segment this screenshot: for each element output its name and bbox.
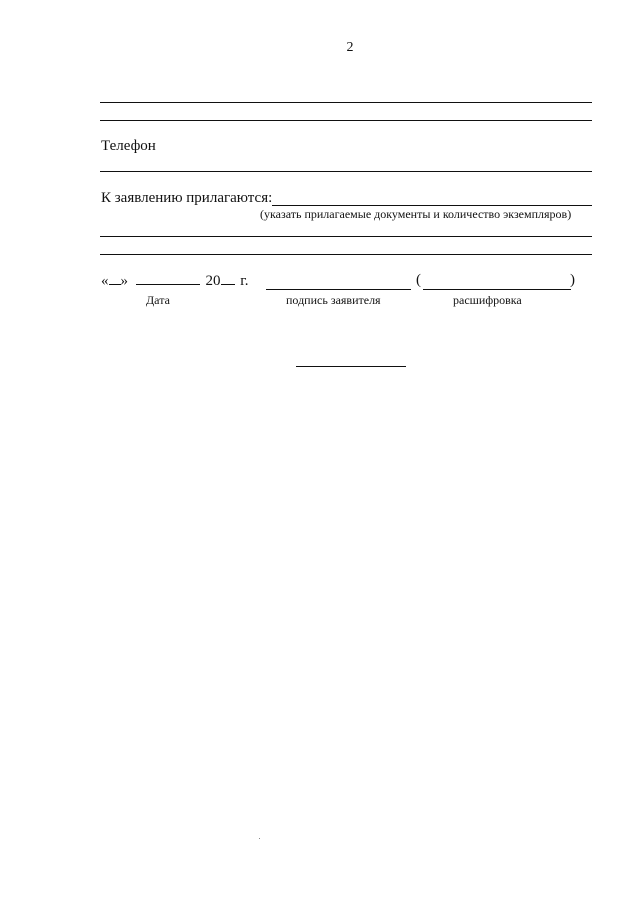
month-blank xyxy=(136,272,200,285)
phone-line xyxy=(100,171,592,172)
attachments-line-3 xyxy=(100,254,592,255)
signature-line xyxy=(266,289,411,290)
year-prefix: 20 xyxy=(205,273,221,289)
decoding-line xyxy=(423,289,571,290)
date-caption: Дата xyxy=(146,293,170,307)
phone-label: Телефон xyxy=(101,138,156,154)
attachments-label: К заявлению прилагаются: xyxy=(101,190,273,206)
date-quote-open: « xyxy=(101,273,109,289)
attachments-line-2 xyxy=(100,236,592,237)
date-field xyxy=(101,272,248,290)
closing-separator xyxy=(296,366,406,367)
year-suffix: г. xyxy=(240,273,249,289)
blank-line-1 xyxy=(100,102,592,103)
paren-close: ) xyxy=(570,272,575,288)
date-quote-close: » xyxy=(120,273,128,289)
attachments-hint: (указать прилагаемые документы и количество экземпляров) xyxy=(260,207,572,221)
page-number: 2 xyxy=(346,40,354,55)
scan-dot xyxy=(259,838,260,839)
blank-line-2 xyxy=(100,120,592,121)
paren-open: ( xyxy=(416,272,421,288)
decoding-caption: расшифровка xyxy=(453,293,522,307)
attachments-line xyxy=(272,205,592,206)
day-blank xyxy=(109,272,121,285)
signature-caption: подпись заявителя xyxy=(286,293,381,307)
year-blank xyxy=(221,272,235,285)
